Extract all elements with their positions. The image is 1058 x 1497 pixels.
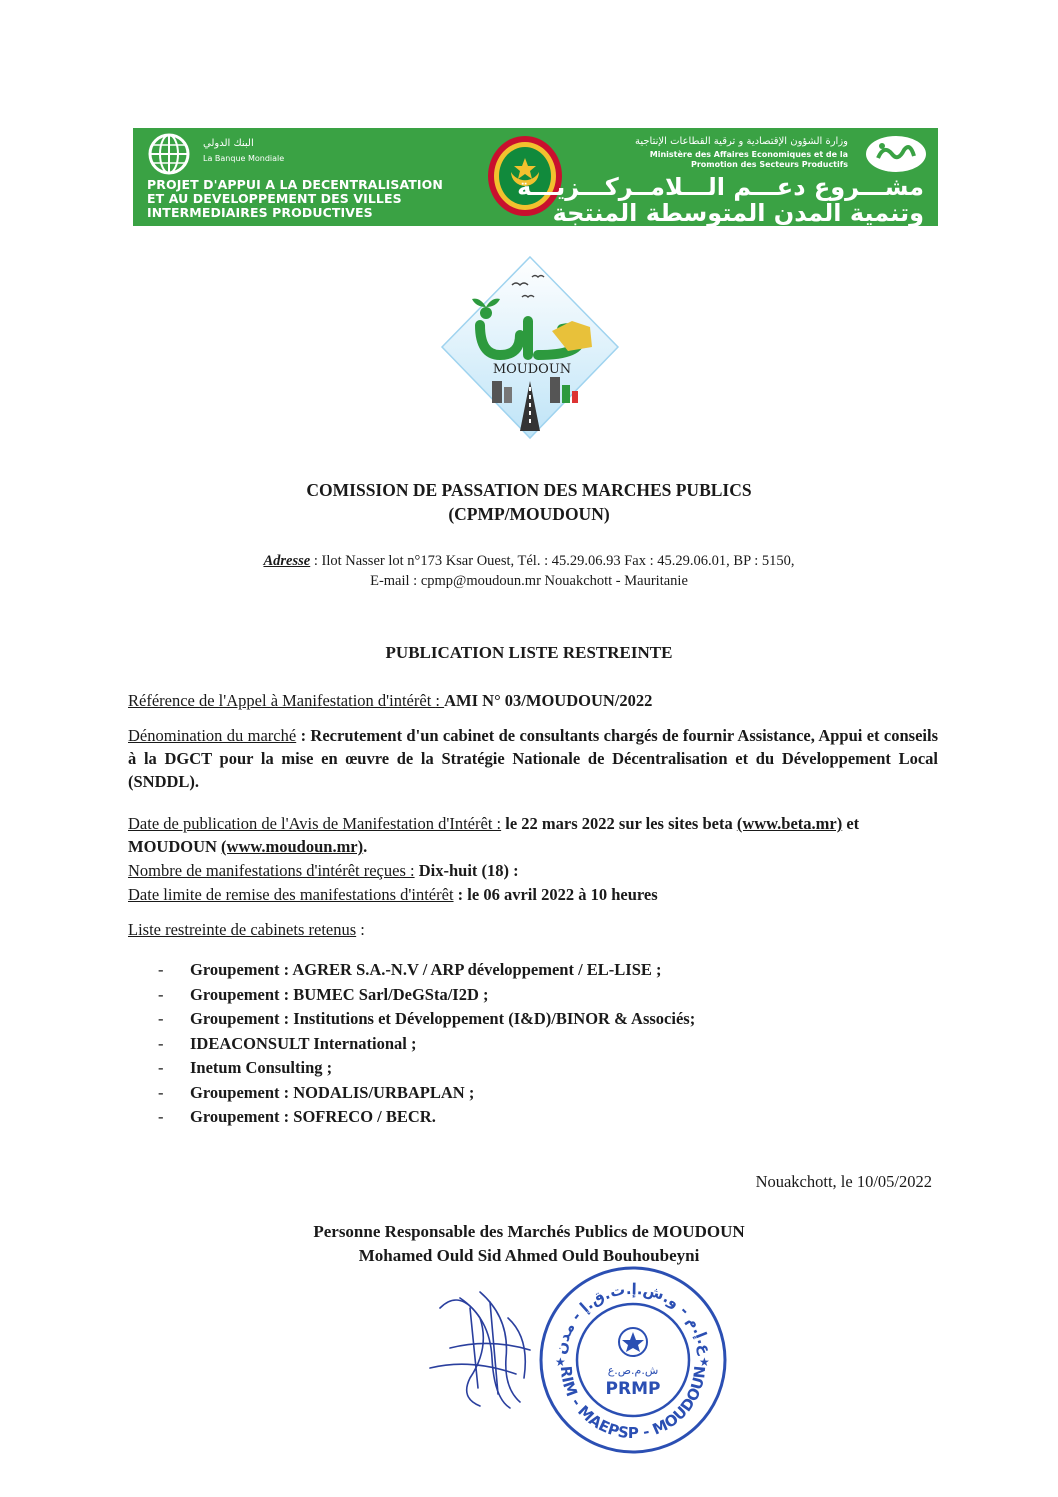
world-bank-arabic: البنك الدولي <box>203 138 254 149</box>
list-item: - Groupement : NODALIS/URBAPLAN ; <box>158 1082 475 1102</box>
moudoun-link[interactable]: (www.moudoun.mr) <box>221 837 364 856</box>
moudoun-logo <box>440 255 620 440</box>
list-item: - Groupement : AGRER S.A.-N.V / ARP développement / EL-LISE ; <box>158 960 662 979</box>
logo-text: MOUDOUN <box>492 362 572 377</box>
denomination-label: Dénomination du marché <box>128 726 297 745</box>
stamp-center-arabic: ش.م.ص.ع <box>607 1364 659 1377</box>
beta-link[interactable]: (www.beta.mr) <box>736 814 843 833</box>
list-item: - Groupement : BUMEC Sarl/DeGSta/I2D ; <box>158 984 489 1004</box>
count-label: Nombre de manifestations d'intérêt reçues : <box>128 861 415 880</box>
list-item: - Inetum Consulting ; <box>158 1058 333 1077</box>
reference-value: AMI N° 03/MOUDOUN/2022 <box>444 691 653 710</box>
list-item: - Groupement : Institutions et Développement (I&D)/BINOR & Associés; <box>158 1009 696 1028</box>
place-date: Nouakchott, le 10/05/2022 <box>755 1172 932 1191</box>
svg-text:★: ★ <box>699 1355 710 1369</box>
shortlist <box>158 958 695 1130</box>
ministry-arabic: وزارة الشؤون الإقتصادية و ترقية القطاعات الإنتاجية <box>635 136 848 147</box>
world-bank-globe-icon <box>147 132 191 176</box>
denomination-value: : Recrutement d'un cabinet de consultants chargés de fournir Assistance, Appui et conseils à la DGCT pour la mise en œuvre de la Stratégie Nationale de Décentralisation et du Développement Local (SNDDL). <box>128 726 939 791</box>
list-item: - Groupement : SOFRECO / BECR. <box>158 1107 436 1126</box>
count-line <box>128 859 938 882</box>
shortlist-heading: Liste restreinte de cabinets retenus : <box>128 920 365 939</box>
address-line-2: E-mail : cpmp@moudoun.mr Nouakchott - Mauritanie <box>370 573 688 589</box>
prmp-stamp-icon <box>535 1262 730 1457</box>
project-title-arabic: مشـــروع دعـــم الـــلامــركـــزيـــة وتنمية المدن المتوسطة المنتجة <box>517 173 924 227</box>
deadline-value: : le 06 avril 2022 à 10 heures <box>453 885 658 904</box>
svg-text:★: ★ <box>555 1355 566 1369</box>
world-bank-french: La Banque Mondiale <box>203 154 285 163</box>
ministry-french: Ministère des Affaires Economiques et de la Promotion des Secteurs Productifs <box>649 150 848 169</box>
header-banner <box>133 128 938 226</box>
count-value: Dix-huit (18) : <box>414 861 519 880</box>
deadline-label: Date limite de remise des manifestations d'intérêt <box>128 885 454 904</box>
address-line-1: : Ilot Nasser lot n°173 Ksar Ouest, Tél. : 45.29.06.93 Fax : 45.29.06.01, BP : 5150, <box>310 553 795 569</box>
shortlist-label: Liste restreinte de cabinets retenus <box>128 920 357 939</box>
moudoun-mini-logo-icon <box>864 134 928 174</box>
deadline-line <box>128 883 938 906</box>
list-item: - IDEACONSULT International ; <box>158 1033 417 1053</box>
reference-label: Référence de l'Appel à Manifestation d'intérêt <box>128 691 436 710</box>
stamp-top-text: ع.إ.م - و.ش.إ.ت.ق.إ - مدن <box>551 1279 715 1356</box>
address-block <box>0 551 1058 591</box>
address-label: Adresse <box>263 553 311 569</box>
responsible-name: Mohamed Ould Sid Ahmed Ould Bouhoubeyni <box>358 1246 700 1265</box>
publication-title: PUBLICATION LISTE RESTREINTE <box>385 643 673 662</box>
stamp-bottom-text: RIM - MAEPSP - MOUDOUN <box>556 1365 710 1443</box>
project-title-french: PROJET D'APPUI A LA DECENTRALISATION ET AU DEVELOPPEMENT DES VILLES INTERMEDIAIRES PRODUCTIVES <box>147 177 443 220</box>
stamp-center-text: PRMP <box>605 1379 661 1399</box>
publication-label: Date de publication de l'Avis de Manifestation d'Intérêt : <box>128 814 502 833</box>
responsible-block <box>0 1220 1058 1268</box>
commission-title: COMISSION DE PASSATION DES MARCHES PUBLICS (CPMP/MOUDOUN) <box>306 480 752 524</box>
reference-line: Référence de l'Appel à Manifestation d'intérêt : AMI N° 03/MOUDOUN/2022 <box>128 691 653 710</box>
denomination-paragraph <box>128 724 938 793</box>
responsible-title: Personne Responsable des Marchés Publics de MOUDOUN <box>313 1222 745 1241</box>
publication-paragraph: Date de publication de l'Avis de Manifestation d'Intérêt : le 22 mars 2022 sur les sites beta (www.beta.mr) et MOUDOUN (www.moudoun.mr). <box>128 814 860 856</box>
